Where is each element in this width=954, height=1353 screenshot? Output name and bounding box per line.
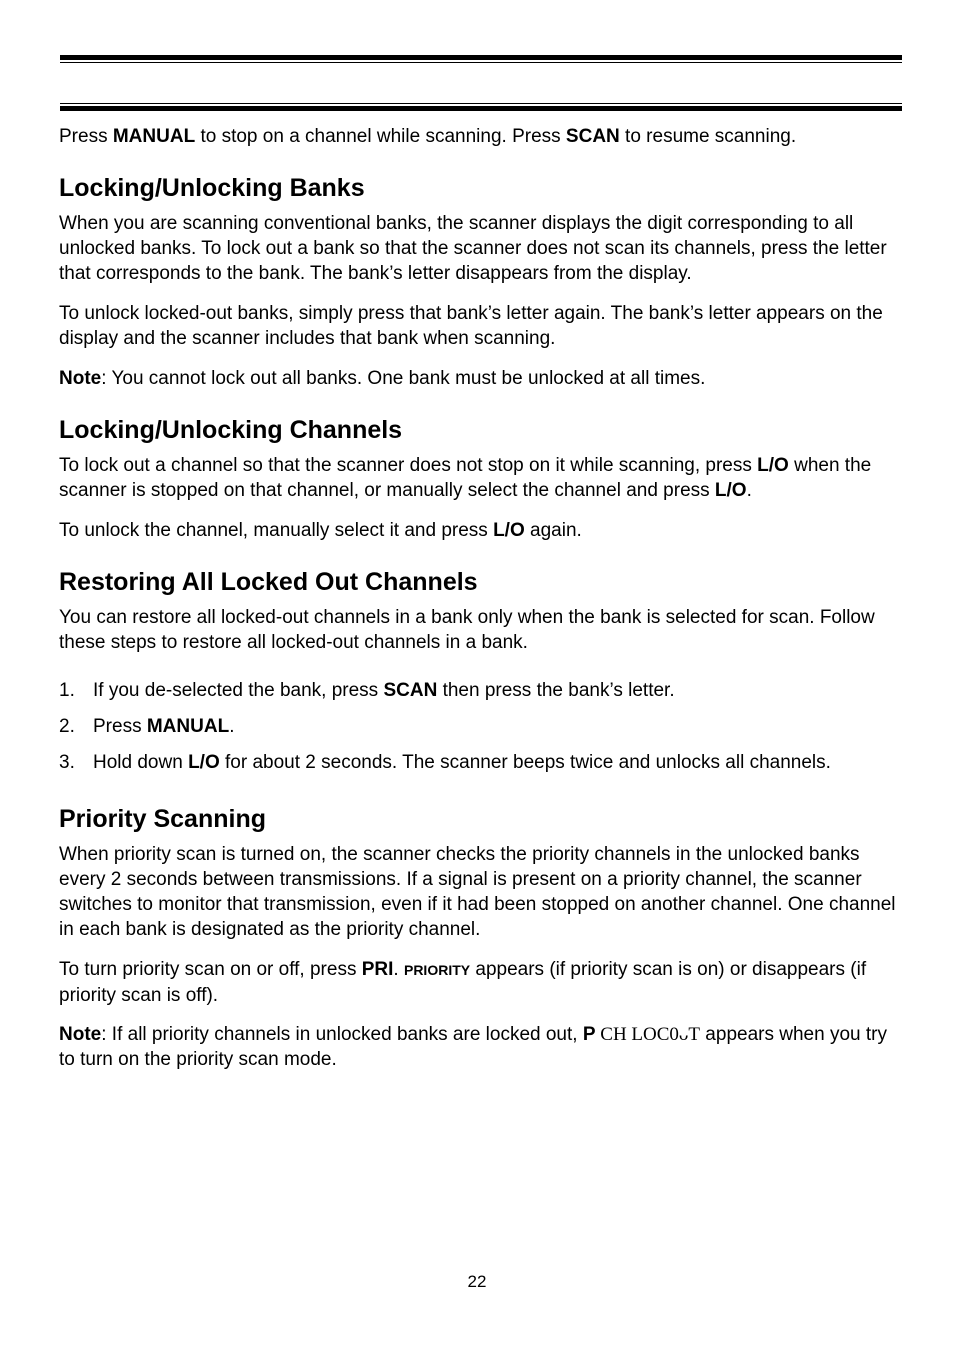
display-text-priority: PRIORITY: [403, 962, 471, 978]
restore-steps-list: [59, 678, 901, 775]
banks-paragraph-2: To unlock locked-out banks, simply press that bank’s letter again. The bank’s letter appears on the display and the scanner includes that bank when scanning.: [59, 303, 883, 349]
page-number: 22: [467, 1272, 487, 1291]
priority-note: Note: If all priority channels in unlocked banks are locked out, P CH LOC0ᴗT appears when you try to turn on the priority scan mode.: [59, 1024, 887, 1070]
banks-paragraph-1: When you are scanning conventional banks, the scanner displays the digit corresponding to all unlocked banks. To lock out a bank so that the scanner does not scan its channels, press the letter that corresponds to the bank. The bank’s letter disappears from the display.: [59, 213, 887, 284]
header-rule-bottom: [60, 103, 902, 111]
banks-note: Note: You cannot lock out all banks. One bank must be unlocked at all times.: [59, 368, 706, 389]
heading-priority-scanning: Priority Scanning: [59, 805, 266, 833]
heading-restoring-channels: Restoring All Locked Out Channels: [59, 568, 478, 596]
list-item: 2. Press MANUAL.: [59, 716, 235, 737]
priority-paragraph-1: When priority scan is turned on, the scanner checks the priority channels in the unlocked banks every 2 seconds between transmissions. If a signal is present on a priority channel, the scanner switches to monitor that transmission, even if it had been stopped on another channel. One channel in each bank is designated as the priority channel.: [59, 844, 896, 940]
header-rule-top: [60, 55, 902, 63]
channels-paragraph-2: To unlock the channel, manually select it and press L/O again.: [59, 520, 582, 541]
heading-locking-channels: Locking/Unlocking Channels: [59, 416, 403, 444]
page-content: [59, 124, 901, 1072]
channels-paragraph-1: To lock out a channel so that the scanner does not stop on it while scanning, press L/O when the scanner is stopped on that channel, or manually select the channel and press L/O.: [59, 455, 872, 501]
restore-paragraph: You can restore all locked-out channels in a bank only when the bank is selected for scan. Follow these steps to restore all locked-out channels in a bank.: [59, 607, 875, 653]
heading-locking-banks: Locking/Unlocking Banks: [59, 174, 365, 202]
list-item: 3. Hold down L/O for about 2 seconds. The scanner beeps twice and unlocks all channels.: [59, 752, 831, 773]
priority-paragraph-2: To turn priority scan on or off, press PRI. PRIORITY appears (if priority scan is on) or disappears (if priority scan is off).: [59, 959, 867, 1006]
intro-paragraph: Press MANUAL to stop on a channel while scanning. Press SCAN to resume scanning.: [59, 126, 797, 147]
list-item: 1. If you de-selected the bank, press SCAN then press the bank’s letter.: [59, 680, 675, 701]
display-text-ch-lockout: CH LOC0ᴗT: [595, 1024, 701, 1045]
